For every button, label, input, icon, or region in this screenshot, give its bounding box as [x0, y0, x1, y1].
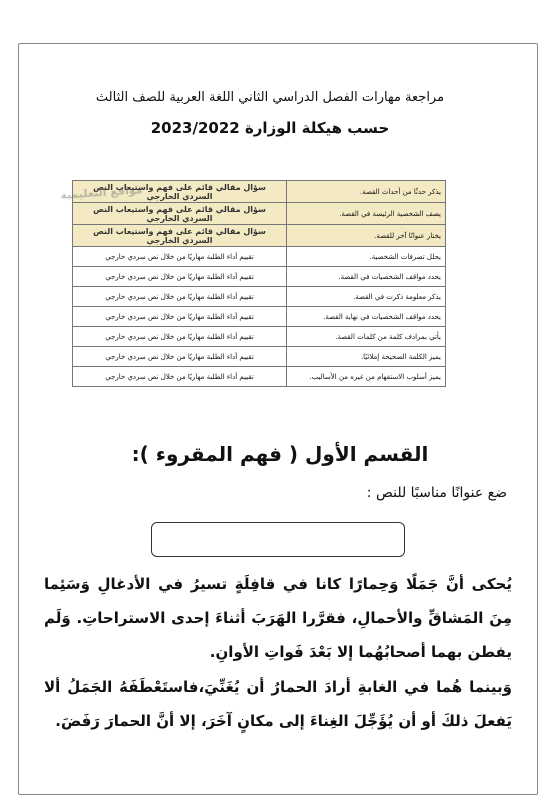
question-type-cell: تقييم أداء الطلبة مهاريًا من خلال نص سردي خارجي: [73, 247, 287, 267]
objective-cell: يصف الشخصية الرئيسة في القصة.: [287, 203, 446, 225]
objective-cell: يختار عنوانًا آخر للقصة.: [287, 225, 446, 247]
question-type-cell: تقييم أداء الطلبة مهاريًا من خلال نص سردي خارجي: [73, 367, 287, 387]
objective-cell: يميز أسلوب الاستفهام من غيره من الأساليب.: [287, 367, 446, 387]
question-type-cell: تقييم أداء الطلبة مهاريًا من خلال نص سردي خارجي: [73, 267, 287, 287]
watermark-logo: مواقع التعليمية: [59, 183, 143, 202]
table-row: [73, 347, 446, 367]
section-title: القسم الأول ( فهم المقروء ):: [131, 442, 429, 466]
objective-cell: يميز الكلمة الصحيحة إملائيًا.: [287, 347, 446, 367]
objective-cell: يأتي بمرادف كلمة من كلمات القصة.: [287, 327, 446, 347]
document-subtitle: حسب هيكلة الوزارة 2023/2022: [150, 119, 390, 137]
instruction-text: ضع عنوانًا مناسبًا للنص :: [366, 485, 507, 501]
question-type-cell: سؤال مقالي قائم على فهم واستيعاب النص السردي الخارجي: [73, 181, 287, 203]
table-row: [73, 327, 446, 347]
question-type-cell: سؤال مقالي قائم على فهم واستيعاب النص السردي الخارجي: [73, 225, 287, 247]
passage-paragraph-2: وَبينما هُما في الغابةِ أرادَ الحمارُ أن يُغَنِّيَ،فاستَعْطَفَهُ الجَمَلُ ألا يَفعلَ ذلكَ أو أن يُؤَجِّلَ الغِناءَ إلى مكانٍ آخَرَ، إلا أنَّ الحمارَ رَفَضَ.: [44, 678, 512, 730]
table-row: [73, 267, 446, 287]
passage-paragraph-1: يُحكى أنَّ جَمَلًا وَحِمارًا كانا في قافِلَةٍ تسيرُ في الأدغالِ وَسَئِما مِنَ المَشاقِّ والأحمالِ، فقرَّرا الهَرَبَ أثناءَ إحدى الاستراحاتِ. وَلَم يفطن بهما أصحابُهُما إلا بَعْدَ فَواتِ الأوانِ.: [44, 575, 512, 661]
title-answer-box[interactable]: [151, 522, 405, 557]
question-type-cell: تقييم أداء الطلبة مهاريًا من خلال نص سردي خارجي: [73, 307, 287, 327]
objective-cell: يذكر معلومة ذكرت في القصة.: [287, 287, 446, 307]
table-row: [73, 367, 446, 387]
objective-cell: يحدد مواقف الشخصيات في القصة.: [287, 267, 446, 287]
objective-cell: يحدد مواقف الشخصيات في نهاية القصة.: [287, 307, 446, 327]
table-row: [73, 307, 446, 327]
question-type-cell: تقييم أداء الطلبة مهاريًا من خلال نص سردي خارجي: [73, 327, 287, 347]
table-row: [73, 247, 446, 267]
question-type-cell: تقييم أداء الطلبة مهاريًا من خلال نص سردي خارجي: [73, 347, 287, 367]
table-row: [73, 287, 446, 307]
objective-cell: يحلل تصرفات الشخصية.: [287, 247, 446, 267]
question-type-cell: تقييم أداء الطلبة مهاريًا من خلال نص سردي خارجي: [73, 287, 287, 307]
question-type-cell: سؤال مقالي قائم على فهم واستيعاب النص السردي الخارجي: [73, 203, 287, 225]
document-title: مراجعة مهارات الفصل الدراسي الثاني اللغة العربية للصف الثالث: [95, 90, 445, 105]
objective-cell: يذكر حدثًا من أحداث القصة.: [287, 181, 446, 203]
